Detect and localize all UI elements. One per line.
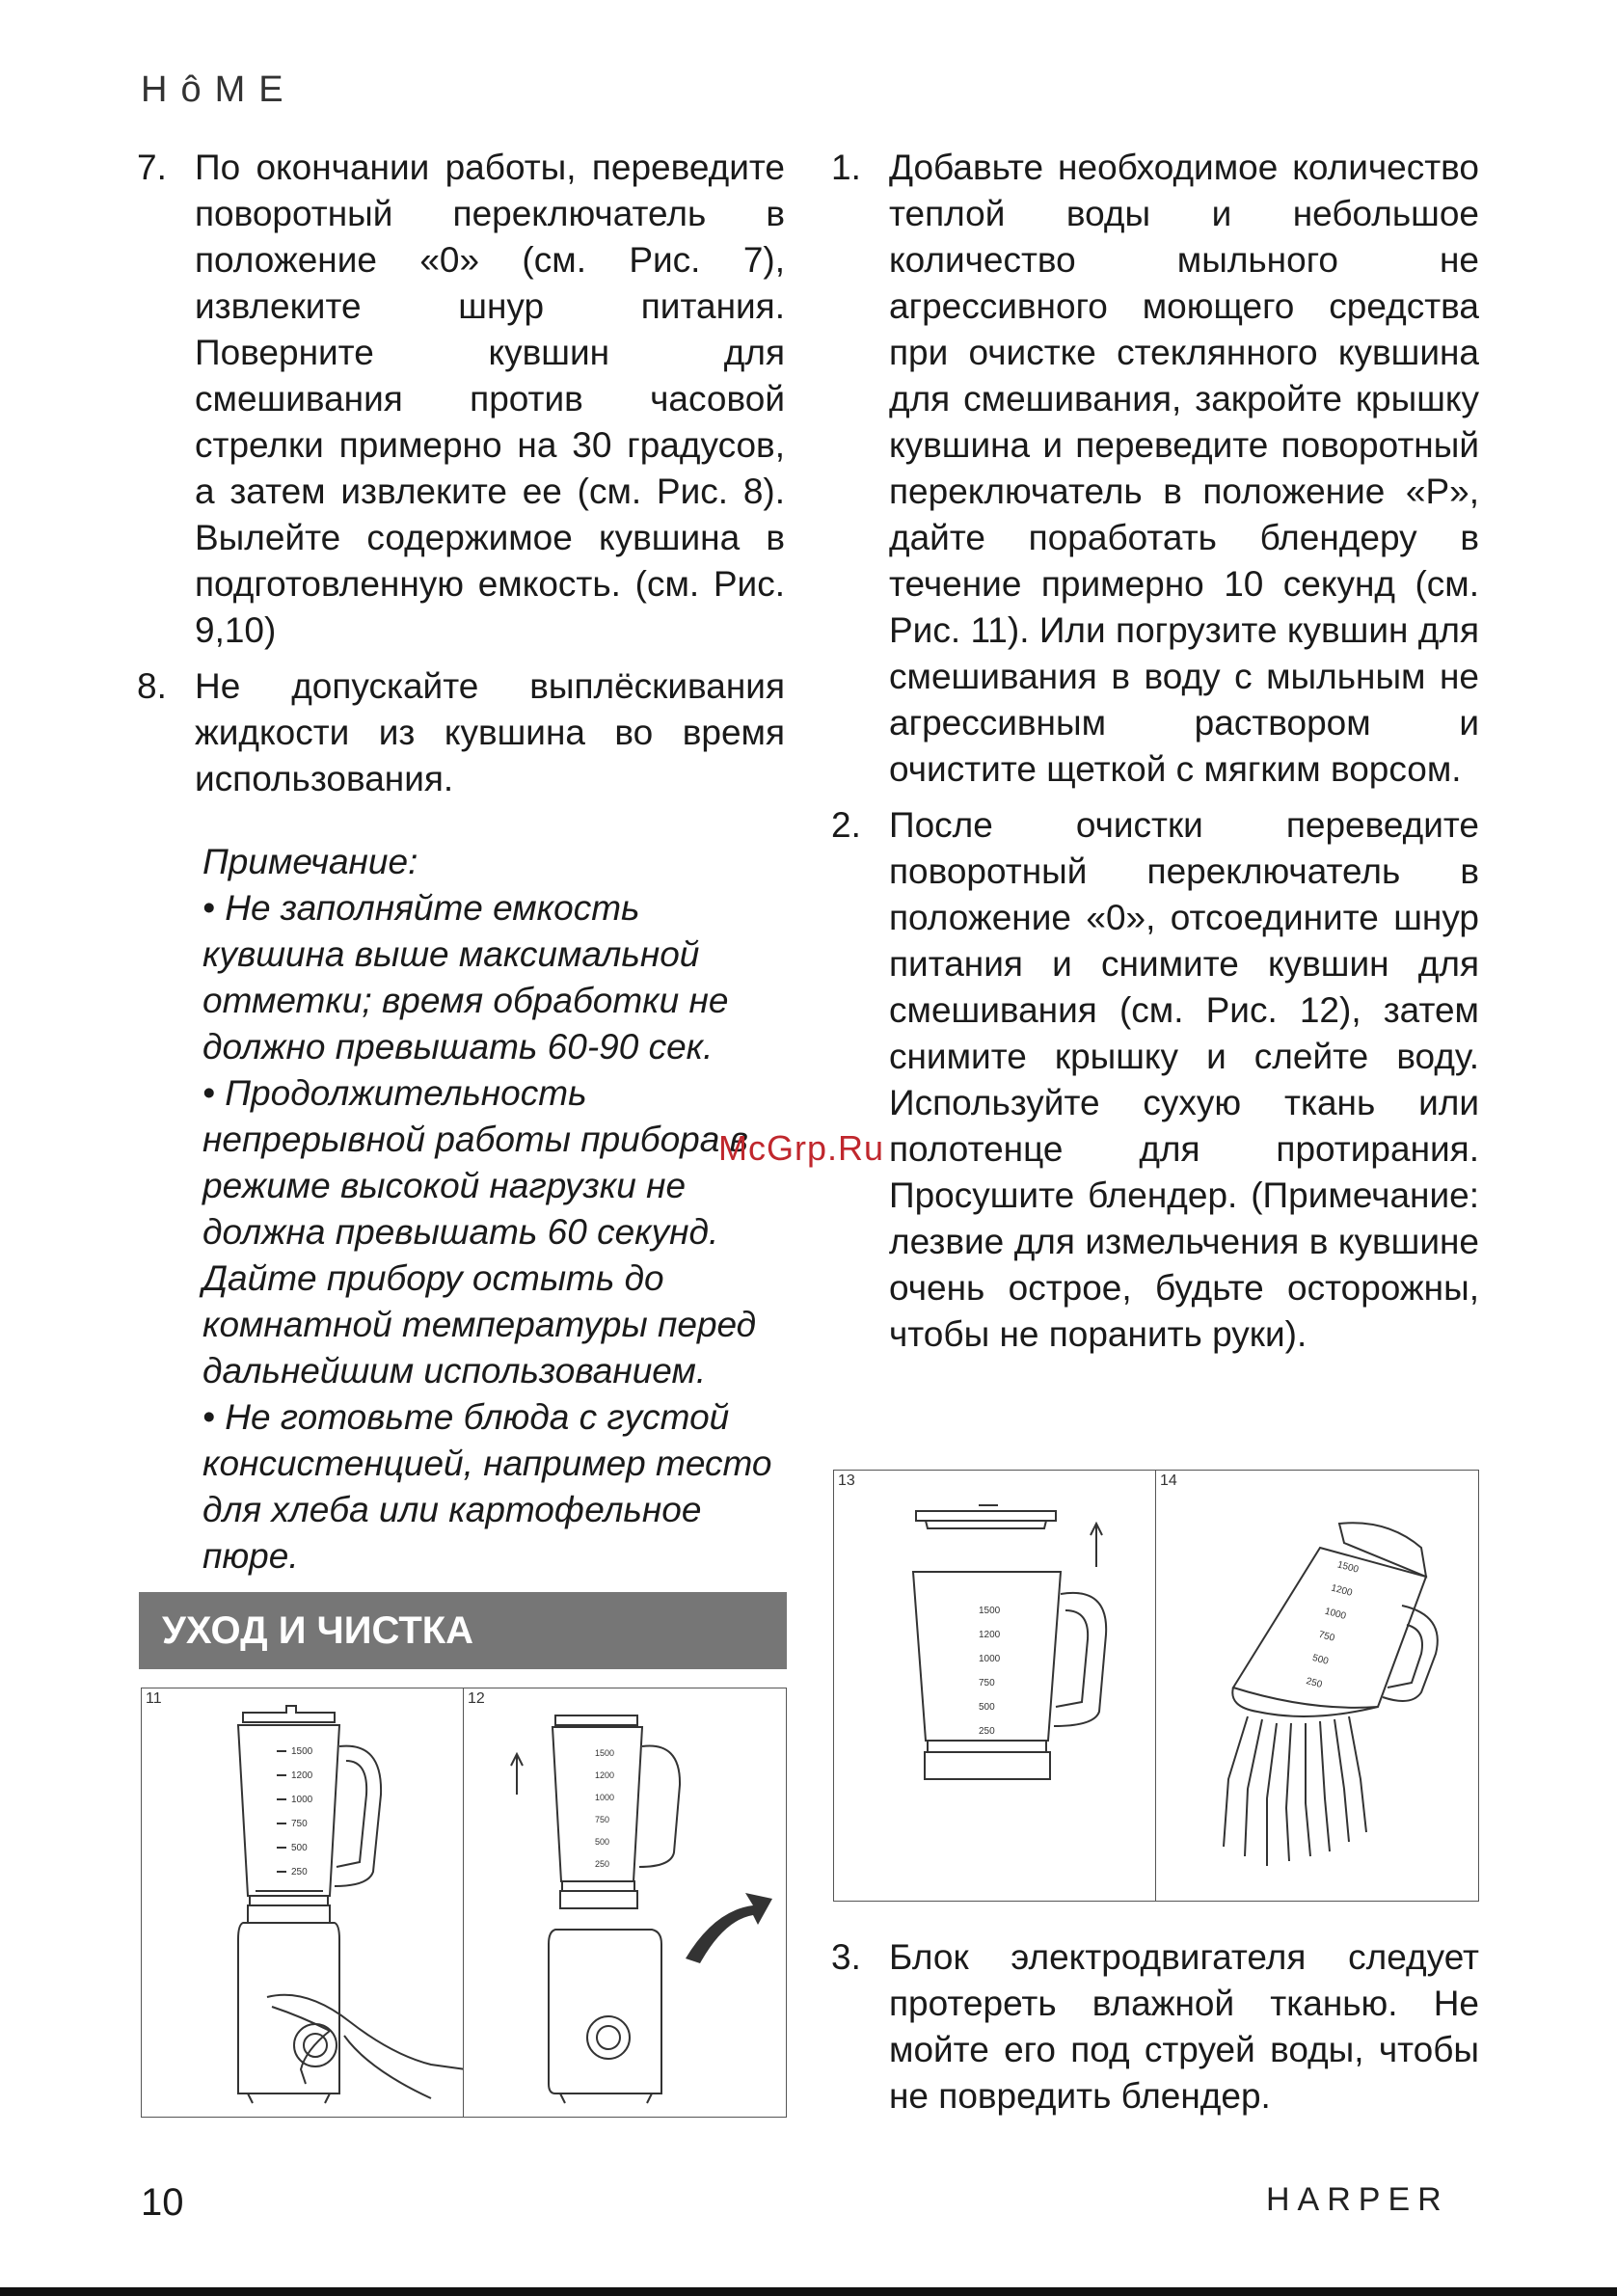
jug-scale-label: 250 [979, 1726, 995, 1737]
item-number: 2. [831, 805, 861, 845]
brand-logo-harper: HARPER [1266, 2181, 1449, 2218]
figure-13 [833, 1470, 1157, 1902]
item-number: 8. [137, 666, 167, 706]
brand-logo-home: HôME [141, 69, 297, 110]
jug-scale-label: 750 [595, 1815, 610, 1824]
jug-scale-label: 250 [1305, 1676, 1324, 1691]
jug-scale-label: 750 [1317, 1629, 1336, 1644]
right-column-bottom [831, 1934, 1479, 2129]
note-bullet: • Продолжительность непрерывной работы прибора в режиме высокой нагрузки не должна превышать 60 секунд. Дайте прибору остыть до комнатной температуры перед дальнейшим использованием. [202, 1073, 757, 1391]
jug-scale-label: 1000 [595, 1793, 615, 1802]
note-bullet: • Не заполняйте емкость кувшина выше максимальной отметки; время обработки не должно превышать 60-90 сек. [202, 888, 729, 1067]
item-text: Не допускайте выплёскивания жидкости из кувшина во время использования. [195, 666, 785, 798]
blender-with-hand-illustration [142, 1688, 466, 2119]
item-text: По окончании работы, переведите поворотный переключатель в положение «0» (см. Рис. 7), извлеките шнур питания. Поверните кувшин для смешивания против часовой стрелки примерно на 30 градусов, а затем извлеките ее (см. Рис. 8). Вылейте содержимое кувшина в подготовленную емкость. (см. Рис. 9,10) [195, 148, 785, 650]
jug-scale-label: 500 [291, 1843, 308, 1853]
list-item-1 [831, 145, 1479, 793]
note-block [202, 839, 785, 1580]
figure-12 [463, 1688, 787, 2118]
jug-scale-label: 500 [979, 1702, 995, 1713]
item-number: 7. [137, 148, 167, 187]
jug-scale-label: 750 [291, 1819, 308, 1829]
jug-scale-label: 500 [1310, 1652, 1330, 1667]
jug-scale-label: 1500 [1335, 1559, 1361, 1576]
watermark: McGrp.Ru [718, 1128, 885, 1168]
jug-scale-label: 1200 [1330, 1582, 1354, 1599]
jug-scale-label: 1200 [291, 1770, 313, 1781]
right-column [831, 145, 1479, 1367]
jug-scale-label: 1000 [979, 1654, 1001, 1664]
bottom-divider [0, 2287, 1617, 2296]
jug-scale-label: 500 [595, 1837, 610, 1847]
page-number: 10 [141, 2181, 184, 2224]
item-text: После очистки переведите поворотный переключатель в положение «0», отсоедините шнур питания и снимите кувшин для смешивания (см. Рис. 12), затем снимите крышку и слейте воду. Используйте сухую ткань или полотенце для протирания. Просушите блендер. (Примечание: лезвие для измельчения в кувшине очень острое, будьте осторожны, чтобы не поранить руки). [889, 805, 1479, 1354]
jug-scale-label: 1500 [595, 1748, 615, 1758]
list-item-8 [137, 663, 785, 802]
jug-scale-label: 1200 [595, 1770, 615, 1780]
section-title-care-cleaning: УХОД И ЧИСТКА [139, 1592, 787, 1669]
item-text: Блок электродвигателя следует протереть влажной тканью. Не мойте его под струей воды, чтобы не повредить блендер. [889, 1937, 1479, 2116]
item-number: 3. [831, 1937, 861, 1977]
jug-scale-label: 1500 [291, 1746, 313, 1757]
jug-scale-label: 1200 [979, 1630, 1001, 1640]
list-item-7 [137, 145, 785, 654]
item-number: 1. [831, 148, 861, 187]
figure-number: 13 [838, 1472, 855, 1489]
figure-14 [1155, 1470, 1479, 1902]
figure-11 [141, 1688, 465, 2118]
figure-number: 11 [146, 1690, 162, 1707]
jug-lid-removal-illustration [834, 1471, 1158, 1903]
note-title: Примечание: [202, 842, 418, 881]
item-text: Добавьте необходимое количество теплой воды и небольшое количество мыльного не агрессивного моющего средства при очистке стеклянного кувшина для смешивания, закройте крышку кувшина и переведите поворотный переключатель в положение «P», дайте поработать блендеру в течение примерно 10 секунд (см. Рис. 11). Или погрузите кувшин для смешивания в воду с мыльным не агрессивным раствором и очистите щеткой с мягким ворсом. [889, 148, 1479, 789]
jug-scale-label: 750 [979, 1678, 995, 1688]
list-item-3 [831, 1934, 1479, 2120]
blender-jug-removal-illustration [464, 1688, 788, 2119]
jug-scale-label: 1000 [1323, 1606, 1348, 1623]
figure-number: 12 [468, 1690, 485, 1707]
jug-scale-label: 1000 [291, 1795, 313, 1805]
note-bullet: • Не готовьте блюда с густой консистенцией, например тесто для хлеба или картофельное пюре. [202, 1397, 772, 1576]
figure-number: 14 [1160, 1472, 1177, 1489]
jug-scale-label: 1500 [979, 1606, 1001, 1616]
jug-pouring-water-illustration [1156, 1471, 1480, 1903]
list-item-2 [831, 802, 1479, 1358]
jug-scale-label: 250 [291, 1867, 308, 1877]
left-column [137, 145, 785, 1580]
jug-scale-label: 250 [595, 1859, 610, 1869]
